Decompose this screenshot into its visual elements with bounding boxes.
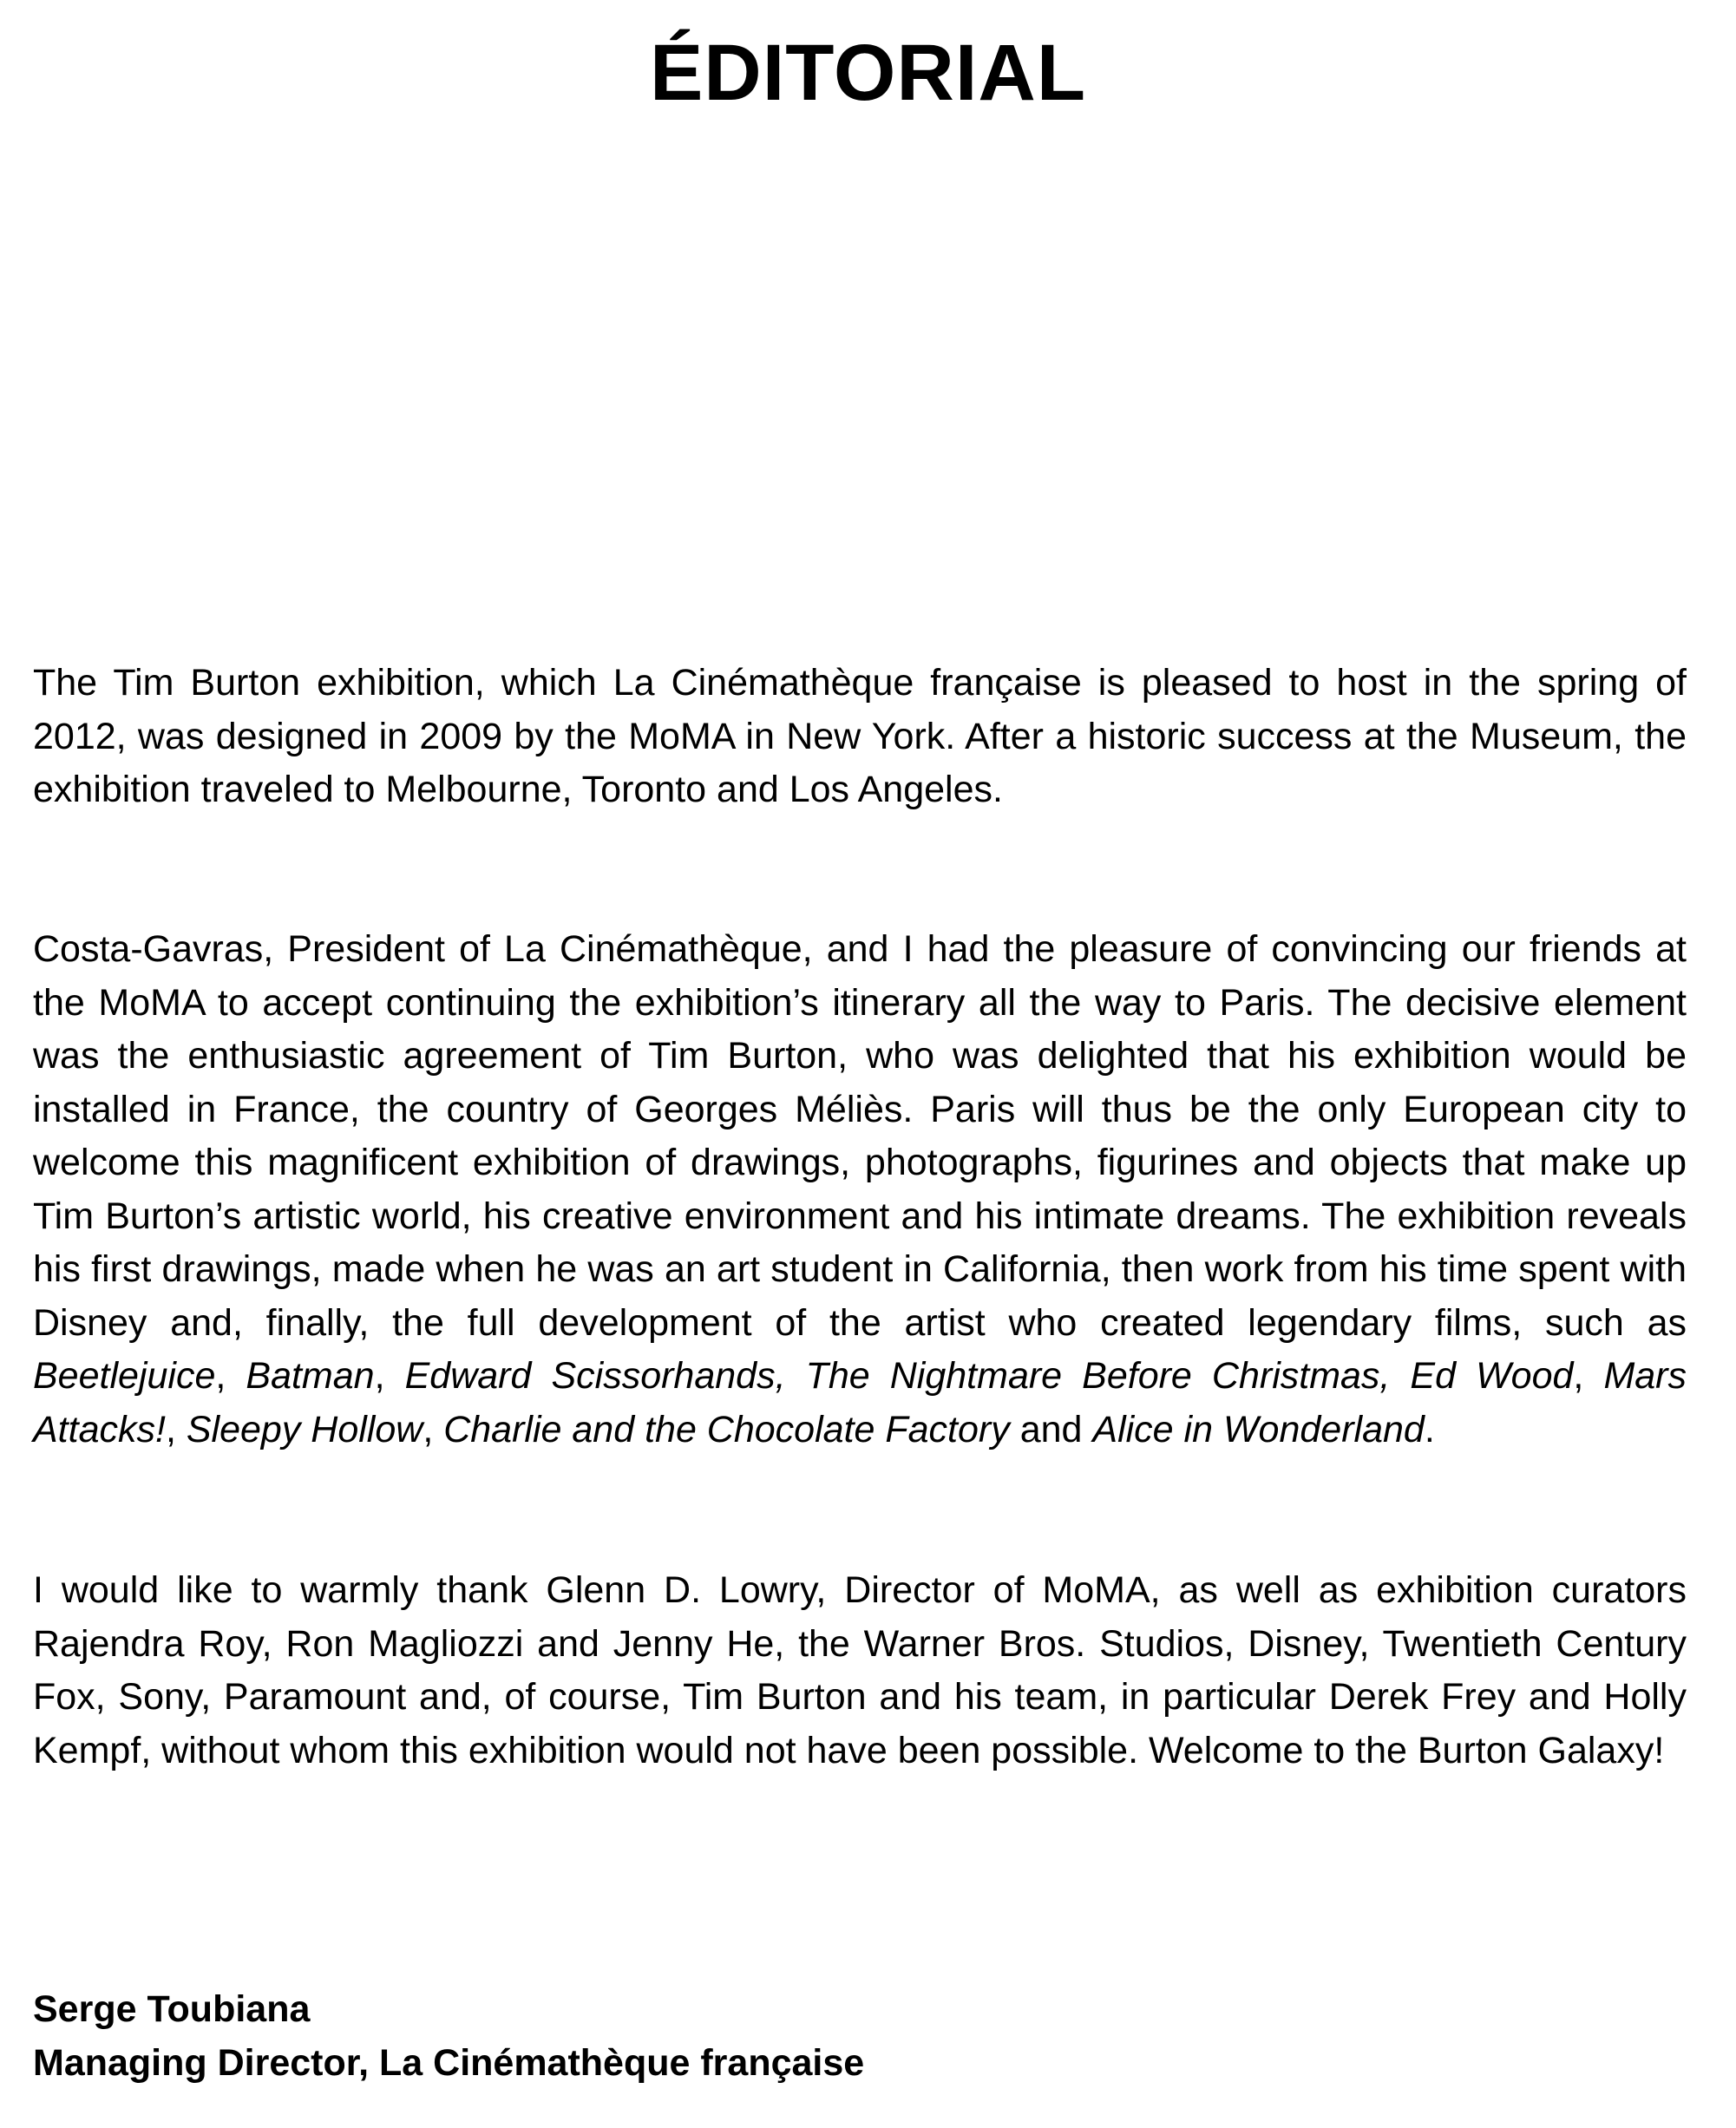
film-title: Alice in Wonderland	[1092, 1408, 1425, 1450]
text-run: .	[1424, 1408, 1435, 1450]
text-run: ,	[374, 1355, 405, 1397]
signature-name: Serge Toubiana	[33, 1988, 311, 2030]
film-title: Beetlejuice	[33, 1355, 216, 1397]
signature-block	[33, 1982, 1687, 2090]
text-run: and	[1009, 1408, 1093, 1450]
film-title: Charlie and the Chocolate Factory	[443, 1408, 1010, 1450]
film-title: Sleepy Hollow	[186, 1408, 423, 1450]
paragraph-thanks	[33, 1564, 1687, 1778]
text-run: The Tim Burton exhibition, which La Cinémathèque française is pleased to host in the spring of 2012, was designed in 2009 by the MoMA in New York. After a historic success at the Museum, the exhibition traveled to Melbourne, Toronto and Los Angeles.	[33, 662, 1687, 810]
page-title: ÉDITORIAL	[649, 29, 1087, 117]
film-title: Edward Scissorhands, The Nightmare Before Christmas, Ed Wood	[404, 1355, 1574, 1397]
paragraph-intro	[33, 657, 1687, 817]
film-title: Batman	[246, 1355, 375, 1397]
film-title: Mars Attacks!	[33, 1355, 1687, 1450]
text-run: ,	[165, 1408, 187, 1450]
text-run: I would like to warmly thank Glenn D. Lowry, Director of MoMA, as well as exhibition curators Rajendra Roy, Ron Magliozzi and Jenny He, the Warner Bros. Studios, Disney, Twentieth Century Fox, Sony, Paramount and, of course, Tim Burton and his team, in particular Derek Frey and Holly Kempf, without whom this exhibition would not have been possible. Welcome to the Burton Galaxy!	[33, 1569, 1687, 1771]
text-run: ,	[215, 1355, 246, 1397]
signature-role: Managing Director, La Cinémathèque française	[33, 2042, 865, 2084]
paragraph-itinerary	[33, 923, 1687, 1457]
text-run: Costa-Gavras, President of La Cinémathèque, and I had the pleasure of convincing our friends at the MoMA to accept continuing the exhibition’s itinerary all the way to Paris. The decisive element was the enthusiastic agreement of Tim Burton, who was delighted that his exhibition would be installed in France, the country of Georges Méliès. Paris will thus be the only European city to welcome this magnificent exhibition of drawings, photographs, figurines and objects that make up Tim Burton’s artistic world, his creative environment and his intimate dreams. The exhibition reveals his first drawings, made when he was an art student in California, then work from his time spent with Disney and, finally, the full development of the artist who created legendary films, such as	[33, 928, 1687, 1344]
text-run: ,	[423, 1408, 444, 1450]
text-run: ,	[1573, 1355, 1604, 1397]
